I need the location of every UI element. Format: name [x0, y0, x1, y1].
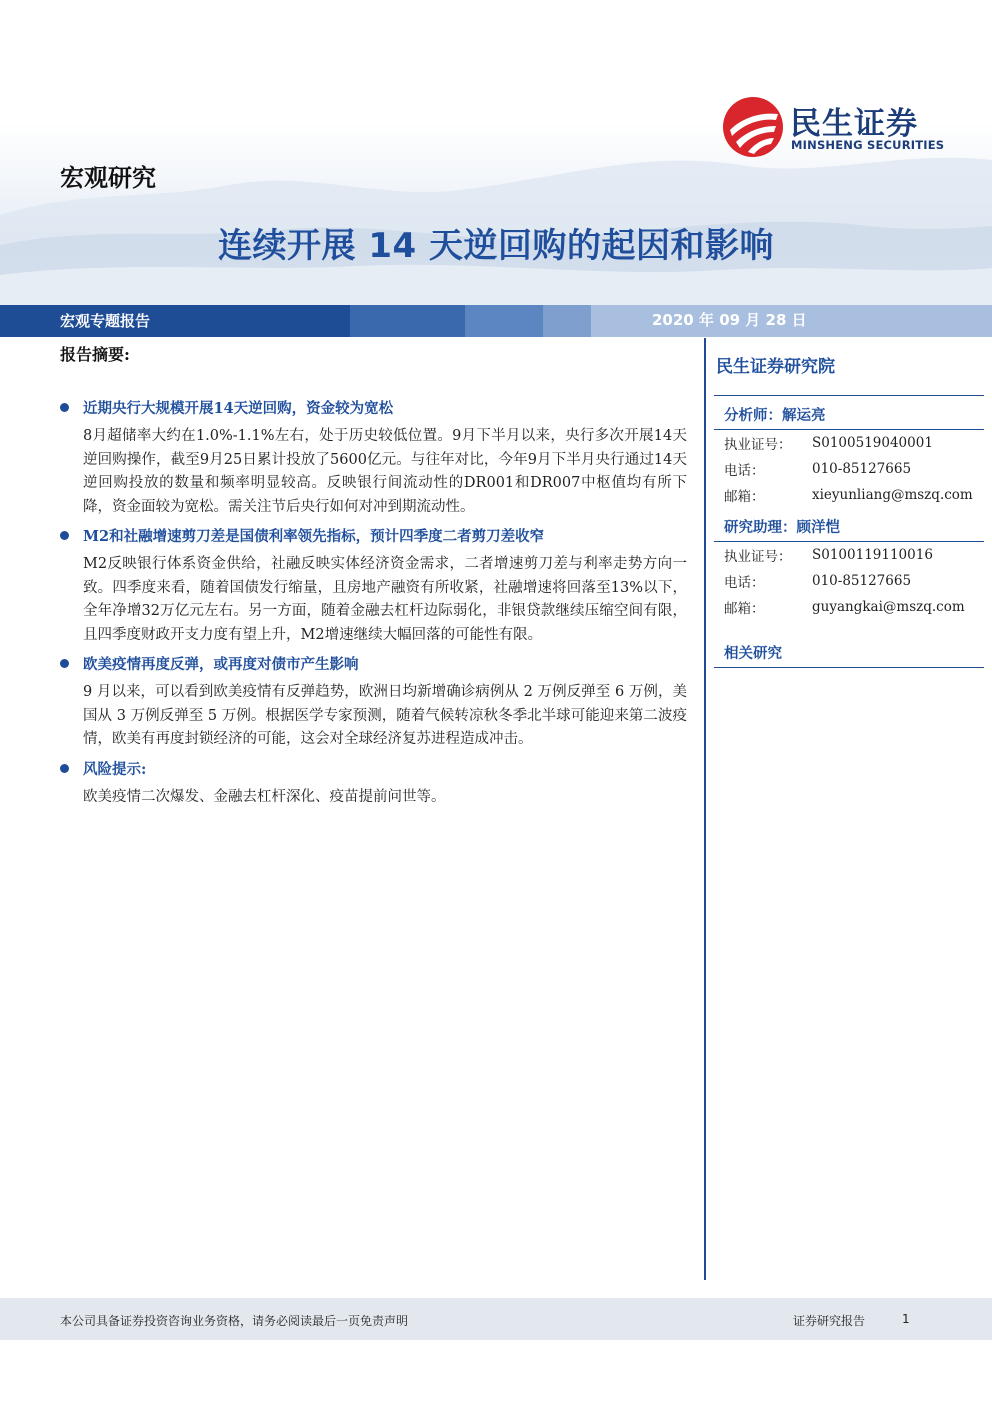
disclaimer-text: 本公司具备证券投资咨询业务资格，请务必阅读最后一页免责声明	[60, 1314, 409, 1328]
logo-chinese-text: 民生证券	[790, 106, 918, 142]
sidebar	[714, 352, 984, 668]
institute-name: 民生证券研究院	[716, 357, 835, 377]
abstract-label: 报告摘要:	[60, 345, 130, 364]
section-tag: 宏观研究	[60, 164, 156, 192]
summary-item-heading: 近期央行大规模开展14天逆回购，资金较为宽松	[83, 400, 394, 417]
analyst-heading: 分析师：解运亮	[724, 407, 826, 424]
column-divider	[704, 338, 706, 1280]
field-value: S0100519040001	[812, 435, 933, 451]
report-date: 2020 年 09 月 28 日	[652, 311, 807, 329]
bullet-icon	[60, 764, 69, 773]
logo-english-text: MINSHENG SECURITIES	[791, 138, 945, 152]
risk-body: 欧美疫情二次爆发、金融去杠杆深化、疫苗提前问世等。	[83, 788, 446, 805]
analyst-phone-row	[714, 456, 984, 482]
summary-item	[60, 398, 690, 519]
field-label: 电话：	[724, 575, 765, 591]
risk-heading: 风险提示:	[83, 760, 147, 778]
related-research-heading: 相关研究	[724, 645, 782, 662]
assistant-heading: 研究助理：顾洋恺	[724, 519, 840, 536]
assistant-license-row	[714, 542, 984, 568]
field-label: 执业证号：	[724, 549, 792, 565]
page-number: 1	[902, 1312, 910, 1326]
field-value: 010-85127665	[812, 573, 912, 589]
report-type-label: 宏观专题报告	[60, 312, 151, 330]
field-label: 执业证号：	[724, 437, 792, 453]
summary-item	[60, 526, 690, 647]
summary-item	[60, 654, 690, 752]
field-label: 电话：	[724, 463, 765, 479]
analyst-email-row	[714, 482, 984, 508]
company-logo	[722, 96, 962, 158]
bullet-icon	[60, 531, 69, 540]
summary-item-body: 8月超储率大约在1.0%-1.1%左右，处于历史较低位置。9月下半月以来，央行多次开展14天逆回购操作，截至9月25日累计投放了5600亿元。与往年对比，今年9月下半月央行通过14天逆回购投放的数量和频率明显较高。反映银行间流动性的DR001和DR007中枢值均有所下降，资金面较为宽松。需关注节后央行如何对冲到期流动性。	[83, 428, 687, 515]
assistant-phone-row	[714, 568, 984, 594]
bullet-icon	[60, 659, 69, 668]
assistant-email-row	[714, 594, 984, 620]
field-value: S0100119110016	[812, 547, 933, 563]
field-label: 邮箱：	[724, 601, 765, 617]
field-label: 邮箱：	[724, 489, 765, 505]
minsheng-logo-icon	[722, 96, 784, 158]
divider	[714, 667, 984, 668]
summary-item-body: 9 月以来，可以看到欧美疫情有反弹趋势，欧洲日均新增确诊病例从 2 万例反弹至 6 万例，美国从 3 万例反弹至 5 万例。根据医学专家预测，随着气候转凉秋冬季北半球可能迎来第二波疫情，欧美有再度封锁经济的可能，这会对全球经济复苏进程造成冲击。	[83, 684, 687, 747]
bullet-icon	[60, 403, 69, 412]
summary-item-heading: 欧美疫情再度反弹，或再度对债市产生影响	[83, 656, 359, 673]
page-title: 连续开展 14 天逆回购的起因和影响	[218, 226, 774, 266]
risk-item	[60, 759, 690, 810]
analyst-license-row	[714, 430, 984, 456]
summary-item-body: M2反映银行体系资金供给，社融反映实体经济资金需求，二者增速剪刀差与利率走势方向一致。四季度来看，随着国债发行缩量，且房地产融资有所收紧，社融增速将回落至13%以下，全年净增32万亿元左右。另一方面，随着金融去杠杆边际弱化，非银贷款继续压缩空间有限，且四季度财政开支力度有望上升，M2增速继续大幅回落的可能性有限。	[83, 556, 687, 643]
summary-section	[60, 398, 690, 816]
summary-item-heading: M2和社融增速剪刀差是国债利率领先指标，预计四季度二者剪刀差收窄	[83, 528, 545, 545]
assistant-email-link[interactable]: guyangkai@mszq.com	[812, 599, 965, 615]
footer-label: 证券研究报告	[793, 1314, 866, 1328]
field-value: 010-85127665	[812, 461, 912, 477]
analyst-email-link[interactable]: xieyunliang@mszq.com	[812, 487, 973, 503]
